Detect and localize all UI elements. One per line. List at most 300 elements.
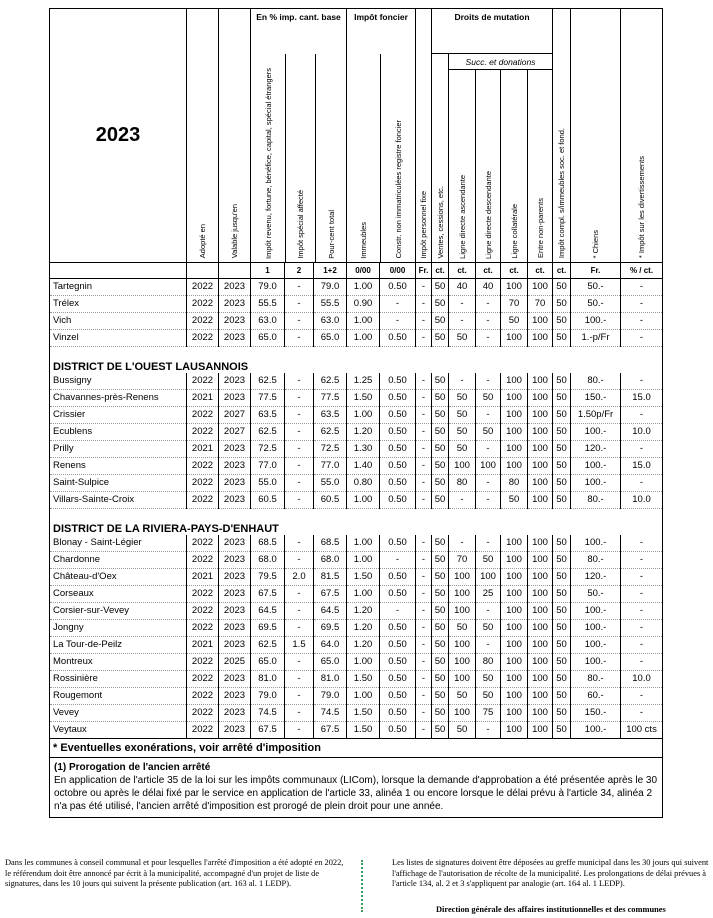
- table-cell: 68.5: [251, 535, 285, 552]
- table-cell: 1.50: [347, 704, 380, 721]
- table-cell: 100: [501, 653, 528, 670]
- table-cell: 2023: [219, 491, 251, 508]
- table-cell: 1.5: [285, 636, 314, 653]
- table-cell: 50: [553, 491, 571, 508]
- unit-row: [50, 262, 663, 278]
- table-cell: -: [416, 423, 432, 440]
- table-cell: 100: [528, 619, 553, 636]
- table-cell: 50: [553, 278, 571, 295]
- table-cell: 100: [528, 406, 553, 423]
- table-row: [50, 653, 663, 670]
- table-cell: 2022: [187, 278, 219, 295]
- table-cell: 100: [528, 491, 553, 508]
- table-cell: 2021: [187, 440, 219, 457]
- table-cell: -: [285, 440, 314, 457]
- table-cell: 100.-: [571, 423, 621, 440]
- table-cell: 0.50: [380, 406, 416, 423]
- table-cell: 2023: [219, 278, 251, 295]
- table-cell: 77.5: [251, 389, 285, 406]
- table-cell: 64.0: [314, 636, 347, 653]
- table-cell: 50: [553, 653, 571, 670]
- table-cell: -: [621, 329, 663, 346]
- table-cell: 0.50: [380, 619, 416, 636]
- table-cell: 100: [528, 457, 553, 474]
- commune-name: Villars-Sainte-Croix: [50, 491, 187, 508]
- table-cell: 50: [553, 312, 571, 329]
- commune-name: Veytaux: [50, 721, 187, 738]
- district-heading: DISTRICT DE L'OUEST LAUSANNOIS: [50, 353, 663, 373]
- table-cell: 1.00: [347, 653, 380, 670]
- table-cell: 50: [432, 704, 449, 721]
- table-cell: 63.5: [314, 406, 347, 423]
- table-cell: 2022: [187, 423, 219, 440]
- table-cell: 0.50: [380, 687, 416, 704]
- col-compl-tax: Impôt compl. s/immeubles soc. et fond.: [553, 9, 571, 263]
- table-row: [50, 721, 663, 738]
- table-cell: 80: [476, 653, 501, 670]
- table-cell: 100: [501, 423, 528, 440]
- table-cell: -: [416, 653, 432, 670]
- table-cell: 50: [553, 535, 571, 552]
- table-cell: 100: [528, 721, 553, 738]
- table-cell: 0.50: [380, 721, 416, 738]
- table-cell: -: [285, 721, 314, 738]
- table-cell: -: [416, 474, 432, 491]
- table-cell: 100.-: [571, 636, 621, 653]
- table-cell: 0.50: [380, 568, 416, 585]
- table-cell: 2022: [187, 457, 219, 474]
- table-cell: -: [380, 602, 416, 619]
- table-cell: -: [621, 440, 663, 457]
- commune-name: Château-d'Oex: [50, 568, 187, 585]
- table-cell: 1.40: [347, 457, 380, 474]
- table-cell: 150.-: [571, 389, 621, 406]
- table-cell: 100.-: [571, 619, 621, 636]
- table-cell: 50: [432, 687, 449, 704]
- table-cell: -: [416, 568, 432, 585]
- table-cell: 50.-: [571, 585, 621, 602]
- table-cell: 50: [449, 423, 476, 440]
- table-cell: 100: [501, 457, 528, 474]
- table-cell: 2023: [219, 535, 251, 552]
- table-cell: 50: [449, 440, 476, 457]
- unit-cell: [187, 262, 219, 278]
- table-cell: -: [380, 312, 416, 329]
- table-cell: -: [285, 619, 314, 636]
- group-transfer-duties: Droits de mutation: [432, 9, 553, 54]
- table-cell: 1.00: [347, 585, 380, 602]
- commune-name: Ecublens: [50, 423, 187, 440]
- group-land-tax: Impôt foncier: [347, 9, 416, 54]
- table-cell: 2023: [219, 373, 251, 390]
- table-cell: 2023: [219, 389, 251, 406]
- table-cell: 50: [553, 670, 571, 687]
- table-cell: -: [476, 474, 501, 491]
- table-cell: 1.20: [347, 636, 380, 653]
- table-cell: 100.-: [571, 457, 621, 474]
- table-cell: 2022: [187, 535, 219, 552]
- table-cell: 100.-: [571, 602, 621, 619]
- table-cell: 62.5: [251, 373, 285, 390]
- table-row: [50, 423, 663, 440]
- table-cell: 1.50p/Fr: [571, 406, 621, 423]
- table-row: [50, 457, 663, 474]
- table-cell: 2023: [219, 687, 251, 704]
- table-cell: -: [621, 474, 663, 491]
- footer-right: Les listes de signatures doivent être déposées au greffe municipal dans les 30 jours qui suivent l'affichage de l'autorisation de récolte de la municipalité. Les prolongations de délai prévues à l'article 134, al. 2 et 3 s'appliquent par analogie (art. 164 al. 1 LEDP).: [392, 858, 709, 888]
- table-cell: 100: [528, 423, 553, 440]
- table-cell: 79.0: [251, 687, 285, 704]
- table-cell: 1.00: [347, 329, 380, 346]
- col-sales: Ventes, cessions, etc.: [432, 54, 449, 263]
- table-cell: -: [476, 721, 501, 738]
- table-cell: 74.5: [314, 704, 347, 721]
- table-cell: 68.0: [251, 551, 285, 568]
- table-cell: 2021: [187, 568, 219, 585]
- table-cell: 2021: [187, 389, 219, 406]
- table-cell: 50: [449, 687, 476, 704]
- commune-name: Prilly: [50, 440, 187, 457]
- table-cell: 100: [449, 568, 476, 585]
- table-cell: 75: [476, 704, 501, 721]
- commune-name: Saint-Sulpice: [50, 474, 187, 491]
- table-cell: 2023: [219, 568, 251, 585]
- table-cell: 50: [449, 406, 476, 423]
- table-cell: 80: [501, 474, 528, 491]
- table-cell: -: [285, 406, 314, 423]
- unit-cell: 2: [285, 262, 314, 278]
- table-cell: 100: [449, 704, 476, 721]
- commune-name: Trélex: [50, 295, 187, 312]
- table-cell: 2.0: [285, 568, 314, 585]
- table-cell: -: [416, 687, 432, 704]
- table-cell: 1.50: [347, 670, 380, 687]
- table-cell: 100: [528, 535, 553, 552]
- table-cell: 2023: [219, 704, 251, 721]
- table-row: [50, 619, 663, 636]
- table-cell: 100.-: [571, 312, 621, 329]
- table-cell: 100: [449, 585, 476, 602]
- table-cell: -: [285, 585, 314, 602]
- table-cell: 100: [501, 329, 528, 346]
- footer-left: Dans les communes à conseil communal et pour lesquelles l'arrêté d'imposition a été adopté en 2022, le référendum doit être annoncé par écrit à la municipalité, accompagné d'un projet de liste de signatures, dans les 10 jours qui suivent la présente publication (art. 163 al. 1 LEDP).: [5, 858, 344, 888]
- table-cell: 64.5: [314, 602, 347, 619]
- table-cell: 100: [528, 278, 553, 295]
- table-cell: 62.5: [314, 423, 347, 440]
- table-cell: 2023: [219, 312, 251, 329]
- table-cell: 100: [528, 636, 553, 653]
- table-cell: 65.0: [314, 653, 347, 670]
- table-cell: 100: [501, 704, 528, 721]
- unit-cell: ct.: [476, 262, 501, 278]
- unit-cell: Fr.: [571, 262, 621, 278]
- table-cell: 2023: [219, 619, 251, 636]
- table-cell: 100: [501, 687, 528, 704]
- table-cell: 50: [553, 423, 571, 440]
- table-row: [50, 474, 663, 491]
- table-cell: 80: [449, 474, 476, 491]
- table-cell: 50: [432, 670, 449, 687]
- col-descending: Ligne directe descendante: [476, 70, 501, 262]
- table-cell: 65.0: [251, 653, 285, 670]
- col-special-tax: Impôt spécial affecté: [286, 54, 316, 262]
- table-cell: 70: [528, 295, 553, 312]
- table-cell: 2022: [187, 295, 219, 312]
- table-cell: 2022: [187, 373, 219, 390]
- table-row: [50, 670, 663, 687]
- table-cell: 2023: [219, 585, 251, 602]
- table-cell: -: [476, 491, 501, 508]
- table-cell: 1.-p/Fr: [571, 329, 621, 346]
- table-cell: -: [416, 670, 432, 687]
- table-cell: -: [285, 687, 314, 704]
- table-cell: 100: [528, 568, 553, 585]
- table-cell: 100: [501, 670, 528, 687]
- unit-cell: 0/00: [380, 262, 416, 278]
- table-cell: 2021: [187, 636, 219, 653]
- table-cell: -: [285, 670, 314, 687]
- table-row: [50, 585, 663, 602]
- table-cell: 2027: [219, 423, 251, 440]
- table-cell: 50: [553, 636, 571, 653]
- table-cell: 100: [501, 619, 528, 636]
- table-cell: 50: [553, 704, 571, 721]
- table-row: [50, 551, 663, 568]
- table-cell: -: [621, 295, 663, 312]
- table-cell: 100: [476, 568, 501, 585]
- table-cell: 1.00: [347, 312, 380, 329]
- table-cell: 79.0: [314, 687, 347, 704]
- table-cell: 100: [528, 389, 553, 406]
- table-cell: 68.0: [314, 551, 347, 568]
- table-cell: 50: [432, 457, 449, 474]
- col-ascending: Ligne directe ascendante: [449, 70, 476, 262]
- table-cell: 80.-: [571, 491, 621, 508]
- table-cell: -: [416, 406, 432, 423]
- table-cell: 67.5: [251, 721, 285, 738]
- table-cell: 100: [449, 602, 476, 619]
- table-cell: 50: [553, 457, 571, 474]
- table-cell: 100: [528, 687, 553, 704]
- table-cell: -: [476, 636, 501, 653]
- table-cell: -: [416, 373, 432, 390]
- table-cell: 60.5: [314, 491, 347, 508]
- table-row: [50, 687, 663, 704]
- table-cell: 50: [553, 329, 571, 346]
- table-cell: -: [285, 457, 314, 474]
- table-cell: 2023: [219, 440, 251, 457]
- table-cell: 2022: [187, 687, 219, 704]
- table-cell: 68.5: [314, 535, 347, 552]
- table-cell: 50: [553, 619, 571, 636]
- table-cell: -: [285, 602, 314, 619]
- table-cell: 81.0: [314, 670, 347, 687]
- table-cell: 2022: [187, 406, 219, 423]
- table-cell: 2022: [187, 619, 219, 636]
- table-cell: -: [285, 653, 314, 670]
- table-cell: 50: [501, 312, 528, 329]
- table-cell: -: [621, 602, 663, 619]
- table-cell: 100: [476, 457, 501, 474]
- table-cell: 2022: [187, 474, 219, 491]
- table-cell: 150.-: [571, 704, 621, 721]
- table-cell: 0.50: [380, 440, 416, 457]
- table-cell: -: [416, 551, 432, 568]
- table-cell: 40: [476, 278, 501, 295]
- table-cell: 60.-: [571, 687, 621, 704]
- table-cell: 55.0: [251, 474, 285, 491]
- table-cell: 50.-: [571, 278, 621, 295]
- table-cell: 10.0: [621, 423, 663, 440]
- table-cell: -: [416, 457, 432, 474]
- table-cell: 100: [501, 568, 528, 585]
- table-cell: 0.50: [380, 389, 416, 406]
- table-cell: -: [285, 295, 314, 312]
- table-cell: -: [285, 491, 314, 508]
- table-cell: -: [476, 295, 501, 312]
- table-cell: 69.5: [314, 619, 347, 636]
- col-income-tax: Impôt revenu, fortune, bénéfice, capital, spécial étrangers: [251, 54, 286, 262]
- table-cell: 50: [476, 389, 501, 406]
- table-cell: 100 cts: [621, 721, 663, 738]
- table-cell: 74.5: [251, 704, 285, 721]
- table-cell: 50: [449, 389, 476, 406]
- table-cell: 0.90: [347, 295, 380, 312]
- table-cell: 2022: [187, 312, 219, 329]
- table-cell: -: [285, 312, 314, 329]
- table-cell: 63.0: [314, 312, 347, 329]
- table-cell: 100: [449, 670, 476, 687]
- table-cell: 50: [553, 440, 571, 457]
- col-total-percent: Pour-cent total: [326, 209, 336, 259]
- table-cell: -: [416, 619, 432, 636]
- table-cell: 100: [528, 312, 553, 329]
- commune-name: Corseaux: [50, 585, 187, 602]
- col-unregistered: Constr. non immatriculées registre foncier: [393, 120, 403, 259]
- commune-name: Renens: [50, 457, 187, 474]
- unit-cell: ct.: [432, 262, 449, 278]
- unit-cell: ct.: [501, 262, 528, 278]
- table-cell: 0.50: [380, 704, 416, 721]
- table-cell: 55.0: [314, 474, 347, 491]
- table-cell: 50: [476, 670, 501, 687]
- table-cell: 100: [501, 535, 528, 552]
- table-cell: 50: [432, 312, 449, 329]
- table-cell: 63.0: [251, 312, 285, 329]
- table-cell: 15.0: [621, 389, 663, 406]
- table-cell: 1.50: [347, 389, 380, 406]
- table-cell: 50: [432, 373, 449, 390]
- table-cell: -: [416, 278, 432, 295]
- table-cell: 64.5: [251, 602, 285, 619]
- table-cell: 100.-: [571, 721, 621, 738]
- table-cell: 79.5: [251, 568, 285, 585]
- table-cell: 10.0: [621, 670, 663, 687]
- table-cell: 40: [449, 278, 476, 295]
- commune-name: Vevey: [50, 704, 187, 721]
- table-cell: 2023: [219, 474, 251, 491]
- table-cell: 100: [501, 406, 528, 423]
- table-cell: 50: [501, 491, 528, 508]
- unit-cell: 1+2: [314, 262, 347, 278]
- unit-cell: 1: [251, 262, 285, 278]
- table-cell: -: [621, 636, 663, 653]
- col-non-relatives: Entre non-parents: [528, 70, 553, 262]
- table-cell: 2023: [219, 670, 251, 687]
- table-cell: 72.5: [251, 440, 285, 457]
- table-cell: -: [621, 312, 663, 329]
- table-cell: -: [416, 636, 432, 653]
- table-cell: -: [476, 535, 501, 552]
- table-cell: -: [285, 535, 314, 552]
- table-cell: 72.5: [314, 440, 347, 457]
- table-row: [50, 389, 663, 406]
- commune-name: La Tour-de-Peilz: [50, 636, 187, 653]
- table-cell: -: [621, 585, 663, 602]
- table-cell: 50: [553, 406, 571, 423]
- table-cell: -: [380, 551, 416, 568]
- commune-name: Rougemont: [50, 687, 187, 704]
- table-cell: -: [416, 312, 432, 329]
- table-cell: 100: [501, 373, 528, 390]
- table-cell: -: [449, 295, 476, 312]
- table-cell: 1.00: [347, 551, 380, 568]
- group-succession: Succ. et donations: [449, 54, 553, 70]
- table-cell: 70: [501, 295, 528, 312]
- table-cell: 2022: [187, 329, 219, 346]
- table-cell: 2025: [219, 653, 251, 670]
- table-row: [50, 329, 663, 346]
- col-adopted: Adopté en: [187, 9, 219, 263]
- table-cell: 0.50: [380, 636, 416, 653]
- col-valid-until: Valable jusqu'en: [219, 9, 251, 263]
- table-cell: 77.0: [314, 457, 347, 474]
- table-cell: 50: [449, 619, 476, 636]
- table-cell: -: [621, 653, 663, 670]
- table-row: [50, 278, 663, 295]
- table-cell: 120.-: [571, 440, 621, 457]
- footer-separator: [361, 860, 363, 912]
- table-cell: 50: [449, 329, 476, 346]
- table-cell: 50: [432, 389, 449, 406]
- table-row: [50, 312, 663, 329]
- note-prorogation-title: (1) Prorogation de l'ancien arrêté: [54, 761, 211, 773]
- income-subheaders: [251, 54, 347, 263]
- table-cell: -: [476, 440, 501, 457]
- table-cell: 50: [432, 602, 449, 619]
- table-cell: 50.-: [571, 295, 621, 312]
- table-cell: 100.-: [571, 474, 621, 491]
- table-cell: 1.50: [347, 568, 380, 585]
- table-cell: -: [621, 278, 663, 295]
- table-row: [50, 704, 663, 721]
- commune-name: Chardonne: [50, 551, 187, 568]
- commune-name: Blonay - Saint-Légier: [50, 535, 187, 552]
- table-cell: 100.-: [571, 535, 621, 552]
- table-cell: 50: [553, 295, 571, 312]
- table-cell: 0.80: [347, 474, 380, 491]
- table-cell: 100: [528, 602, 553, 619]
- table-cell: 50: [432, 295, 449, 312]
- table-cell: 0.50: [380, 423, 416, 440]
- table-cell: 0.50: [380, 329, 416, 346]
- table-cell: 77.0: [251, 457, 285, 474]
- table-cell: 50: [476, 423, 501, 440]
- group-income-tax: En % imp. cant. base: [251, 9, 347, 54]
- table-cell: -: [380, 295, 416, 312]
- table-cell: 2022: [187, 491, 219, 508]
- table-cell: 100: [528, 653, 553, 670]
